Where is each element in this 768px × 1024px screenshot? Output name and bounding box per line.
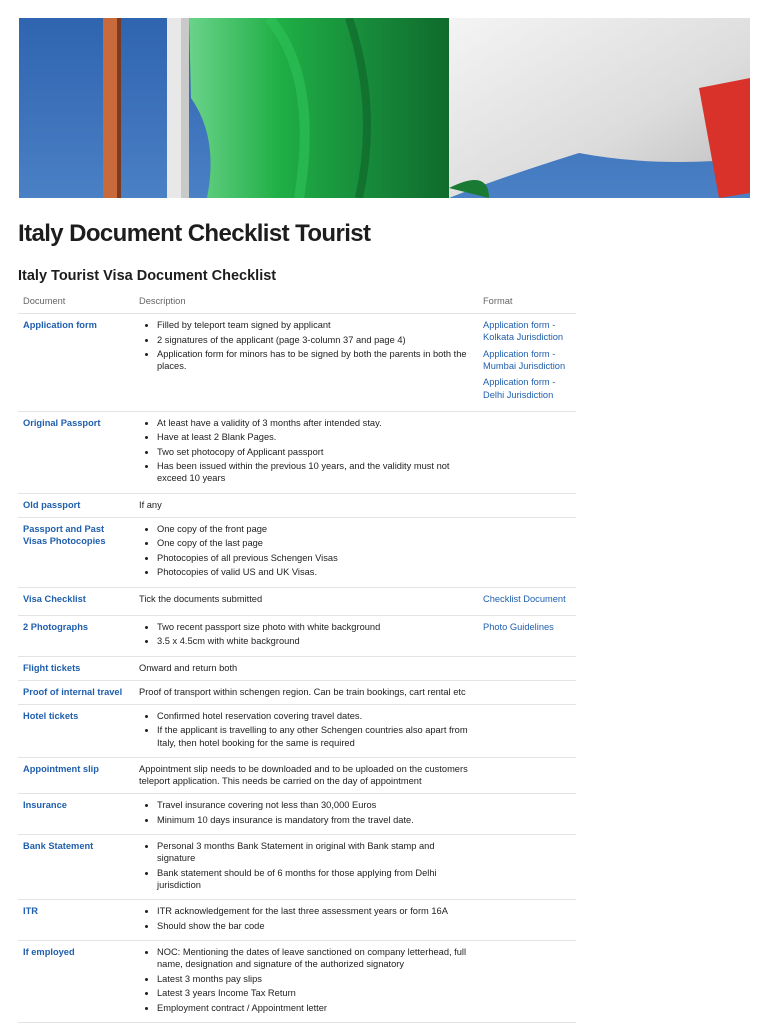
document-format [478,616,576,656]
description-text: If any [139,499,162,510]
table-row [18,794,576,835]
format-link[interactable]: Photo Guidelines [483,621,554,632]
document-name: Insurance [23,800,67,811]
description-list [139,905,473,932]
description-list [139,799,473,826]
document-format [478,681,576,704]
hero-banner-image [19,18,750,198]
description-item: • Has been issued within the previous 10 years, and the validity must not exceed 10 years [157,460,473,484]
description-list [139,946,473,1014]
document-name: If employed [23,947,75,958]
column-header-format: Format [483,296,513,306]
document-format [478,794,576,834]
description-list [139,621,473,648]
description-item: • 3.5 x 4.5cm with white background [157,635,473,647]
document-format [478,705,576,757]
document-name: Flight tickets [23,662,81,673]
document-format [478,900,576,940]
table-row [18,657,576,681]
document-name: Old passport [23,499,81,510]
document-name: Proof of internal travel [23,686,123,697]
description-item: • If the applicant is travelling to any other Schengen countries also apart from Italy, then hotel booking for the same is required [157,724,473,748]
document-description [134,681,478,704]
description-list [139,417,473,485]
description-text: Onward and return both [139,662,238,673]
description-item: • Confirmed hotel reservation covering travel dates. [157,710,473,722]
document-description [134,941,478,1022]
description-item: • NOC: Mentioning the dates of leave sanctioned on company letterhead, full name, designation and signature of the authorized signatory [157,946,473,970]
document-description [134,314,478,411]
document-format [478,835,576,899]
document-name: Passport and Past Visas Photocopies [23,523,106,547]
description-item: • Bank statement should be of 6 months for those applying from Delhi jurisdiction [157,867,473,891]
document-format [478,758,576,793]
document-description [134,588,478,615]
description-text: Proof of transport within schengen region. Can be train bookings, cart rental etc [139,686,466,697]
description-item: • Have at least 2 Blank Pages. [157,431,473,443]
format-link[interactable]: Checklist Document [483,593,566,604]
description-item: • Two set photocopy of Applicant passport [157,446,473,458]
document-description [134,794,478,834]
description-item: • Two recent passport size photo with white background [157,621,473,633]
document-description [134,518,478,587]
description-text: Appointment slip needs to be downloaded and to be uploaded on the customers teleport application. This needs be carried on the day of appointment [139,764,468,787]
document-checklist-table [18,291,576,1023]
document-format [478,494,576,517]
document-description [134,412,478,493]
description-item: • Travel insurance covering not less than 30,000 Euros [157,799,473,811]
document-format [478,518,576,587]
description-text: Tick the documents submitted [139,593,263,604]
description-item: • Latest 3 years Income Tax Return [157,987,473,999]
document-description [134,616,478,656]
description-item: • Employment contract / Appointment letter [157,1002,473,1014]
document-format [478,588,576,615]
table-row [18,681,576,705]
description-item: • One copy of the front page [157,523,473,535]
table-row [18,705,576,758]
document-name: Application form [23,320,97,331]
description-item: • Photocopies of valid US and UK Visas. [157,566,473,578]
page-title: Italy Document Checklist Tourist [18,220,371,247]
description-item: • Latest 3 months pay slips [157,973,473,985]
column-header-description: Description [139,296,186,306]
document-description [134,835,478,899]
description-item: • 2 signatures of the applicant (page 3-column 37 and page 4) [157,334,473,346]
column-header-document: Document [23,296,66,306]
table-header-row [18,291,576,314]
document-format [478,657,576,680]
section-title: Italy Tourist Visa Document Checklist [18,268,277,284]
document-name: Bank Statement [23,841,94,852]
table-row [18,941,576,1023]
description-item: • One copy of the last page [157,537,473,549]
document-format [478,941,576,1022]
table-row [18,494,576,518]
table-row [18,314,576,412]
document-name: Hotel tickets [23,711,79,722]
description-item: • Personal 3 months Bank Statement in original with Bank stamp and signature [157,840,473,864]
description-item: • Photocopies of all previous Schengen Visas [157,552,473,564]
description-item: • ITR acknowledgement for the last three assessment years or form 16A [157,905,473,917]
document-format [478,412,576,493]
document-description [134,705,478,757]
table-row [18,518,576,588]
description-list [139,319,473,372]
description-list [139,710,473,749]
document-description [134,657,478,680]
table-row [18,588,576,616]
table-row [18,900,576,941]
format-link[interactable]: Application form - Delhi Jurisdiction [483,377,556,400]
document-description [134,758,478,793]
document-description [134,494,478,517]
document-name: ITR [23,906,38,917]
description-item: • Should show the bar code [157,920,473,932]
document-name: Visa Checklist [23,593,86,604]
document-format [478,314,576,411]
format-link[interactable]: Application form - Mumbai Jurisdiction [483,348,566,371]
description-item: • Application form for minors has to be signed by both the parents in both the places. [157,348,473,372]
table-row [18,835,576,900]
italy-flag-image [19,18,750,198]
document-name: Appointment slip [23,764,99,775]
format-link[interactable]: Application form - Kolkata Jurisdiction [483,320,564,343]
document-description [134,900,478,940]
description-item: • Minimum 10 days insurance is mandatory from the travel date. [157,814,473,826]
table-row [18,412,576,494]
table-row [18,616,576,657]
description-list [139,523,473,578]
description-list [139,840,473,891]
description-item: • Filled by teleport team signed by applicant [157,319,473,331]
document-name: Original Passport [23,417,101,428]
description-item: • At least have a validity of 3 months after intended stay. [157,417,473,429]
document-name: 2 Photographs [23,621,89,632]
table-row [18,758,576,794]
